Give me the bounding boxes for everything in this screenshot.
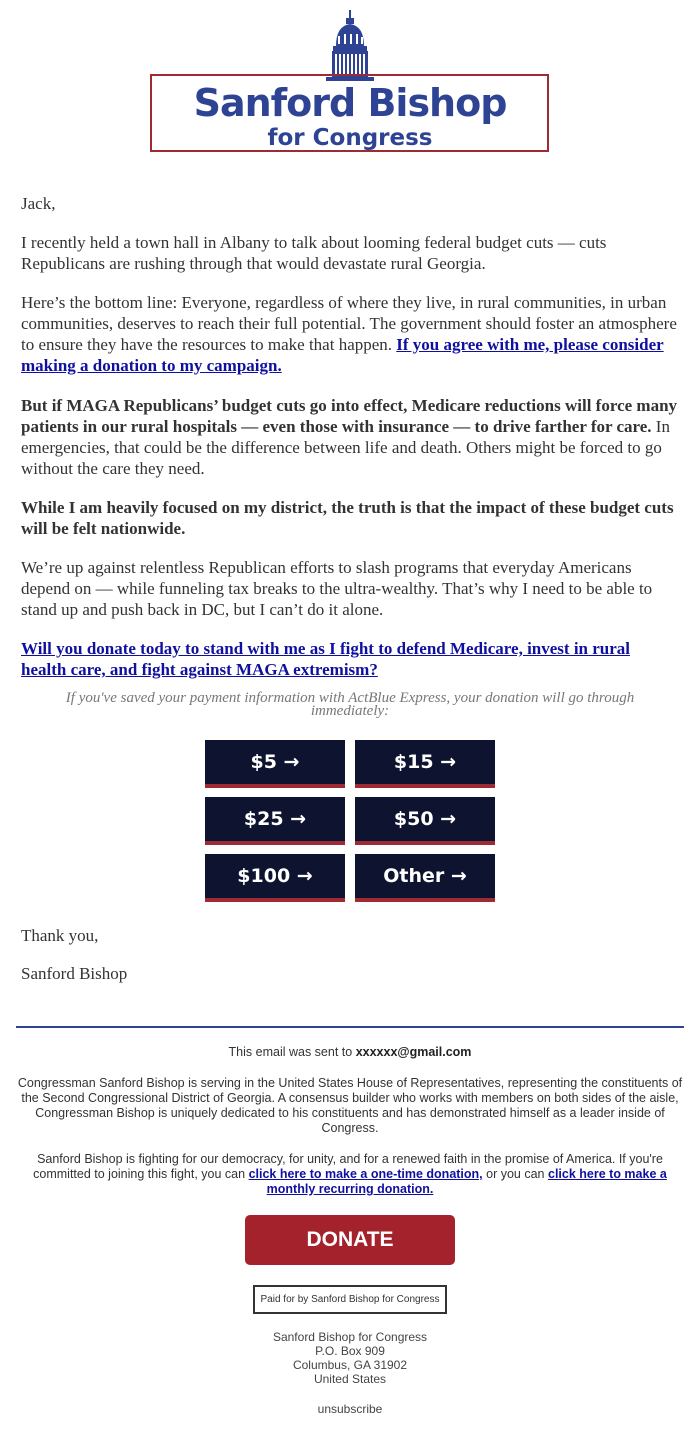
paragraph-4-bold: While I am heavily focused on my district, the truth is that the impact of these budget cuts will be felt nationwide. <box>21 498 674 538</box>
donate-link-agree[interactable]: If you agree with me, please consider making a donation to my campaign. <box>21 335 664 375</box>
logo-subtitle: for Congress <box>267 125 433 151</box>
greeting: Jack, <box>21 194 56 213</box>
paragraph-5: We’re up against relentless Republican efforts to slash programs that everyday Americans depend on — while funneling tax breaks to the ultra-wealthy. That’s why I need to be able to stand up and push back in DC, but I can’t do it alone. <box>21 558 653 619</box>
bio-paragraph: Congressman Sanford Bishop is serving in the United States House of Representatives, representing the constituents of the Second Congressional District of Georgia. A consensus builder who works with members on both sides of the aisle, Congressman Bishop is uniquely dedicated to his constituents and has demonstrated himself as a leader inside of Congress. <box>17 1076 683 1135</box>
actblue-express-note: If you've saved your payment information with ActBlue Express, your donation will go through immediately: <box>65 690 635 719</box>
paragraph-1: I recently held a town hall in Albany to talk about looming federal budget cuts — cuts Republicans are rushing through that would devastate rural Georgia. <box>21 233 607 273</box>
mailing-address <box>0 1330 700 1386</box>
sent-to-prefix: This email was sent to <box>228 1045 353 1059</box>
donate-50-button[interactable]: $50 → <box>355 797 495 845</box>
recurring-donation-link[interactable]: click here to make a monthly recurring donation. <box>266 1167 667 1196</box>
footer-divider <box>16 1026 684 1028</box>
sent-to-line <box>16 1045 684 1060</box>
paragraph-2-text: Here’s the bottom line: Everyone, regardless of where they live, in rural communities, in urban communities, deserves to reach their full potential. The government should foster an atmosphere to ensure they have the resources to make that happen. <box>21 293 677 354</box>
closing: Thank you, <box>21 926 99 945</box>
paragraph-3-text: In emergencies, that could be the difference between life and death. Others might be forced to go without the care they need. <box>21 417 670 478</box>
donate-100-button[interactable]: $100 → <box>205 854 345 902</box>
donate-other-button[interactable]: Other → <box>355 854 495 902</box>
paragraph-2 <box>21 292 679 376</box>
donate-15-button[interactable]: $15 → <box>355 740 495 788</box>
address-line: United States <box>313 1372 387 1386</box>
campaign-logo <box>150 10 550 151</box>
paragraph-3-bold: But if MAGA Republicans’ budget cuts go into effect, Medicare reductions will force many patients in our rural hospitals — even those with insurance — to drive farther for care. <box>21 396 678 436</box>
recipient-email: xxxxxx@gmail.com <box>355 1045 472 1059</box>
donate-button[interactable]: DONATE <box>245 1215 455 1265</box>
paragraph-4 <box>21 497 679 539</box>
fight-paragraph <box>16 1152 684 1197</box>
unsubscribe-link[interactable]: unsubscribe <box>317 1402 383 1416</box>
one-time-donation-link[interactable]: click here to make a one-time donation, <box>248 1167 483 1181</box>
donate-5-button[interactable]: $5 → <box>205 740 345 788</box>
paragraph-3 <box>21 395 679 479</box>
address-line: Columbus, GA 31902 <box>292 1358 408 1372</box>
paragraph-6 <box>21 638 679 680</box>
donate-25-button[interactable]: $25 → <box>205 797 345 845</box>
paid-for-disclaimer: Paid for by Sanford Bishop for Congress <box>253 1285 447 1314</box>
donate-link-medicare[interactable]: Will you donate today to stand with me as I fight to defend Medicare, invest in rural health care, and fight against MAGA extremism? <box>21 639 631 679</box>
address-line: P.O. Box 909 <box>315 1344 385 1358</box>
signature: Sanford Bishop <box>21 964 128 983</box>
fight-text-2: or you can <box>486 1167 545 1181</box>
fight-text-1: Sanford Bishop is fighting for our democracy, for unity, and for a renewed faith in the promise of America. If you're committed to joining this fight, you can <box>33 1152 663 1181</box>
address-line: Sanford Bishop for Congress <box>272 1330 428 1344</box>
logo-name: Sanford Bishop <box>193 81 507 125</box>
